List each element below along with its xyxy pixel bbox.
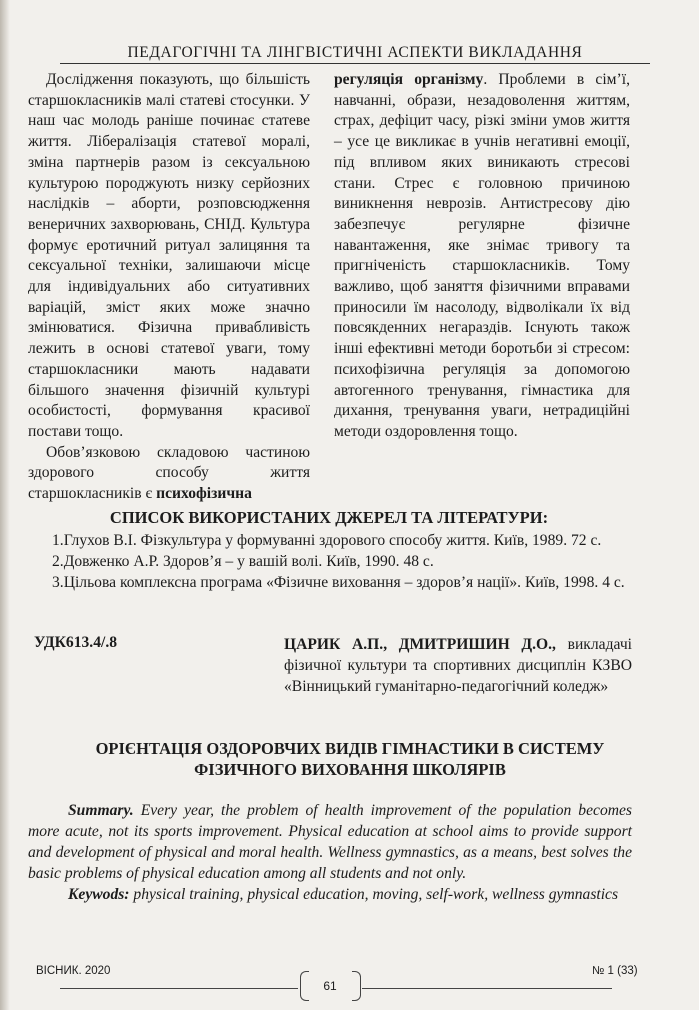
authors-names: ЦАРИК А.П., ДМИТРИШИН Д.О., <box>284 636 556 653</box>
binding-shadow <box>0 0 10 1010</box>
footer-rule-right <box>362 988 612 989</box>
authors-affiliation: викладачі фізичної культури та спортивних дисциплін КЗВО «Вінницький гуманітарно-педагогічний коледж» <box>284 636 632 695</box>
summary-block <box>28 800 632 905</box>
left-paragraph-2 <box>28 443 310 505</box>
page-number: 61 <box>323 979 337 993</box>
udc-code: УДК613.4/.8 <box>34 634 118 651</box>
left-column <box>28 70 310 505</box>
keywords-paragraph <box>28 884 632 905</box>
summary-text: Every year, the problem of health improvement of the population becomes more acute, not its sports improvement. Physical education at school aims to provide support and development of physical and moral health. Wellness gymnastics, as a means, best solves the basic problems of physical education among all students and not only. <box>28 802 632 882</box>
reference-item: 1.Глухов В.І. Фізкультура у формуванні здорового способу життя. Київ, 1989. 72 с. <box>52 532 602 549</box>
summary-label: Summary. <box>68 802 134 819</box>
right-paragraph-text: . Проблеми в сім’ї, навчанні, образи, незадоволення життям, страх, дефіцит часу, різкі зміни умов життя – усе це викликає в учнів негативні емоції, під впливом яких виникають стресові стани. Стрес є головною причиною виникнення неврозів. Антистресову дію забезпечує регулярне фізичне навантаження, яке знімає тривогу та пригніченість старшокласників. Тому важливо, щоб заняття фізичними вправами приносили їм насолоду, відволікали їх від повсякденних негараздів. Існують також інші ефективні методи боротьби зі стресом: психофізична регуляція за допомогою автогенного тренування, гімнастика для дихання, тренування уваги, нетрадиційні методи оздоровлення тощо. <box>334 71 630 440</box>
footer-rule-left <box>60 988 298 989</box>
page-number-bracket-right <box>352 971 361 1001</box>
references-list <box>28 530 632 593</box>
left-paragraph-1: Дослідження показують, що більшість старшокласників малі статеві стосунки. У наш час молодь раніше починає статеве життя. Лібералізація статевої моралі, зміна партнерів разом із сексуальною культурою породжують низку серйозних наслідків – аборти, розповсюдження венеричних захворювань, СНІД. Культура формує еротичний ритуал залицяння та сексуальної техніки, залишаючи місце для індивідуальних або ситуативних варіацій, зміст яких може значно змінюватися. Фізична привабливість лежить в основі статевої уваги, тому старшокласники мають надавати більшого значення фізичній культурі особистості, формування красивої постави тощо. <box>28 71 310 440</box>
summary-paragraph <box>28 800 632 884</box>
references-title: СПИСОК ВИКОРИСТАНИХ ДЖЕРЕЛ ТА ЛІТЕРАТУРИ: <box>109 508 549 527</box>
running-head: ПЕДАГОГІЧНІ ТА ЛІНГВІСТИЧНІ АСПЕКТИ ВИКЛАДАННЯ <box>60 44 650 64</box>
keywords-text: physical training, physical education, moving, self-work, wellness gymnastics <box>129 886 619 903</box>
reference-item: 2.Довженко А.Р. Здоров’я – у вашій волі. Київ, 1990. 48 с. <box>52 553 434 570</box>
authors-block <box>284 634 632 697</box>
footer-issue: № 1 (33) <box>592 965 638 977</box>
right-paragraph-bold: регуляція організму <box>334 71 484 88</box>
left-paragraph-2-text: Обов’язковою складовою частиною здорового способу життя старшокласників є <box>28 443 310 503</box>
reference-item: 3.Цільова комплексна програма «Фізичне виховання – здоров’я нації». Київ, 1998. 4 с. <box>52 574 625 591</box>
left-paragraph-2-bold: психофізична <box>156 485 252 503</box>
right-paragraph-1 <box>334 70 630 443</box>
footer-journal: ВІСНИК. 2020 <box>36 965 111 977</box>
article-title: ОРІЄНТАЦІЯ ОЗДОРОВЧИХ ВИДІВ ГІМНАСТИКИ В СИСТЕМУ ФІЗИЧНОГО ВИХОВАННЯ ШКОЛЯРІВ <box>95 739 605 779</box>
right-column <box>334 70 630 443</box>
keywords-label: Keywods: <box>68 886 130 903</box>
